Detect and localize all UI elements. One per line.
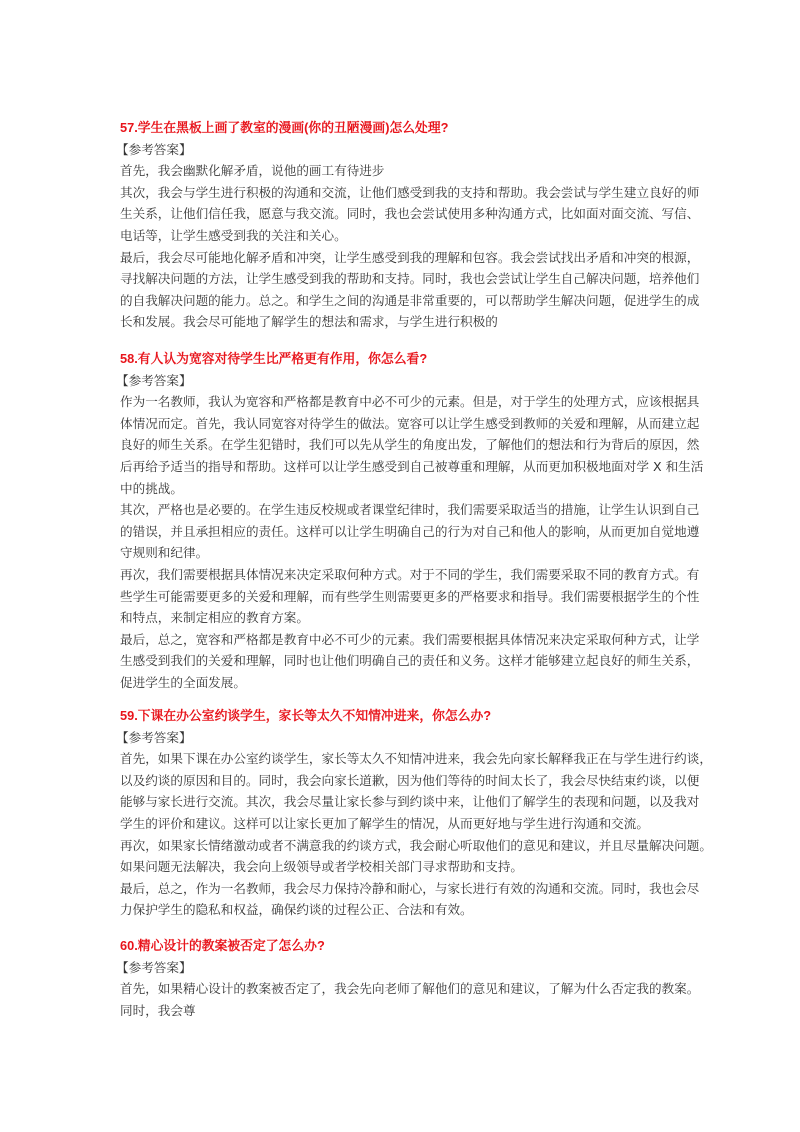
answer-paragraph [120, 748, 712, 834]
reference-answer-label: 【参考答案】 [116, 372, 192, 388]
question-title: 60.精心设计的教案被否定了怎么办? [120, 938, 325, 953]
text-line: 最后，我会尽可能地化解矛盾和冲突，让学生感受到我的理解和包容。我会尝试找出矛盾和冲突的根源， [120, 249, 700, 265]
answer-paragraph [120, 978, 700, 1021]
text-line: 其次，严格也是必要的。在学生违反校规或者课堂纪律时，我们需要采取适当的措施，让学生认识到自己 [120, 502, 700, 518]
reference-answer-label: 【参考答案】 [116, 959, 192, 975]
text-line: 体情况而定。首先，我认同宽容对待学生的做法。宽容可以让学生感受到教师的关爱和理解，从而建立起 [120, 415, 700, 431]
text-line: 最后，总之，作为一名教师，我会尽力保持冷静和耐心，与家长进行有效的沟通和交流。同时，我也会尽 [120, 880, 700, 896]
text-line: 促进学生的全面发展。 [120, 674, 246, 690]
reference-answer-label: 【参考答案】 [116, 729, 192, 745]
question-title: 57.学生在黑板上画了教室的漫画(你的丑陋漫画)怎么处理? [120, 120, 449, 135]
text-line: 再次，如果家长情绪激动或者不满意我的约谈方式，我会耐心听取他们的意见和建议，并且尽量解决问题。 [120, 837, 712, 853]
text-line: 再次，我们需要根据具体情况来决定采取何种方式。对于不同的学生，我们需要采取不同的教育方式。有 [120, 566, 700, 582]
text-line: 首先，如果下课在办公室约谈学生，家长等太久不知情冲进来，我会先向家长解释我正在与学生进行约谈， [120, 751, 712, 767]
answer-paragraph [120, 629, 700, 694]
answer-paragraph [120, 878, 700, 921]
text-line: 些学生可能需要更多的关爱和理解，而有些学生则需要更多的严格要求和指导。我们需要根据学生的个性 [120, 588, 700, 604]
text-line: 最后，总之，宽容和严格都是教育中必不可少的元素。我们需要根据具体情况来决定采取何种方式，让学 [120, 631, 700, 647]
text-line: 生感受到我们的关爱和理解，同时也让他们明确自己的责任和义务。这样才能够建立起良好的师生关系， [120, 653, 700, 669]
text-line: 学生的评价和建议。这样可以让家长更加了解学生的情况，从而更好地与学生进行沟通和交流。 [120, 815, 649, 831]
text-line: 中的挑战。 [120, 480, 183, 496]
qa-section [116, 705, 712, 921]
text-line: 以及约谈的原因和目的。同时，我会向家长道歉，因为他们等待的时间太长了，我会尽快结束约谈，以便 [120, 772, 700, 788]
answer-paragraph [120, 160, 692, 182]
text-line: 力保护学生的隐私和权益，确保约谈的过程公正、合法和有效。 [120, 902, 473, 918]
answer-paragraph [120, 564, 700, 629]
answer-paragraph [120, 391, 704, 499]
answer-paragraph [120, 182, 700, 247]
text-line: 良好的师生关系。在学生犯错时，我们可以先从学生的角度出发，了解他们的想法和行为背后的原因，然 [120, 437, 700, 453]
text-line: 和特点，来制定相应的教育方案。 [120, 610, 309, 626]
text-line: 生关系，让他们信任我，愿意与我交流。同时，我也会尝试使用多种沟通方式，比如面对面交流、写信、 [120, 206, 700, 222]
text-line: 其次，我会与学生进行积极的沟通和交流，让他们感受到我的支持和帮助。我会尝试与学生建立良好的师 [120, 184, 700, 200]
text-line: 如果问题无法解决，我会向上级领导或者学校相关部门寻求帮助和支持。 [120, 859, 523, 875]
question-title: 59.下课在办公室约谈学生，家长等太久不知情冲进来，你怎么办? [120, 708, 492, 723]
text-line: 电话等，让学生感受到我的关注和关心。 [120, 227, 347, 243]
question-title: 58.有人认为宽容对待学生比严格更有作用，你怎么看? [120, 351, 428, 366]
text-line: 后再给予适当的指导和帮助。这样可以让学生感受到自己被尊重和理解，从而更加积极地面对学 X 和生活 [120, 458, 704, 474]
text-line: 的自我解决问题的能力。总之。和学生之间的沟通是非常重要的，可以帮助学生解决问题，促进学生的成 [120, 292, 700, 308]
answer-paragraph [120, 247, 700, 333]
text-line: 守规则和纪律。 [120, 545, 209, 561]
text-line: 作为一名教师，我认为宽容和严格都是教育中必不可少的元素。但是，对于学生的处理方式，应该根据具 [120, 394, 700, 410]
qa-section [116, 117, 700, 333]
text-line: 寻找解决问题的方法，让学生感受到我的帮助和支持。同时，我也会尝试让学生自己解决问题，培养他们 [120, 271, 700, 287]
text-line: 首先，我会幽默化解矛盾，说他的画工有待进步 [120, 163, 385, 179]
qa-section [116, 935, 700, 1021]
text-line: 的错误，并且承担相应的责任。这样可以让学生明确自己的行为对自己和他人的影响，从而更加自觉地遵 [120, 523, 700, 539]
answer-paragraph [120, 499, 700, 564]
text-line: 能够与家长进行交流。其次，我会尽量让家长参与到约谈中来，让他们了解学生的表现和问题，以及我对 [120, 794, 700, 810]
answer-paragraph [120, 835, 712, 878]
reference-answer-label: 【参考答案】 [116, 141, 192, 157]
text-line: 首先，如果精心设计的教案被否定了，我会先向老师了解他们的意见和建议，了解为什么否定我的教案。 [120, 981, 700, 997]
text-line: 长和发展。我会尽可能地了解学生的想法和需求，与学生进行积极的 [120, 314, 498, 330]
text-line: 同时，我会尊 [120, 1002, 196, 1018]
qa-section [116, 348, 704, 694]
